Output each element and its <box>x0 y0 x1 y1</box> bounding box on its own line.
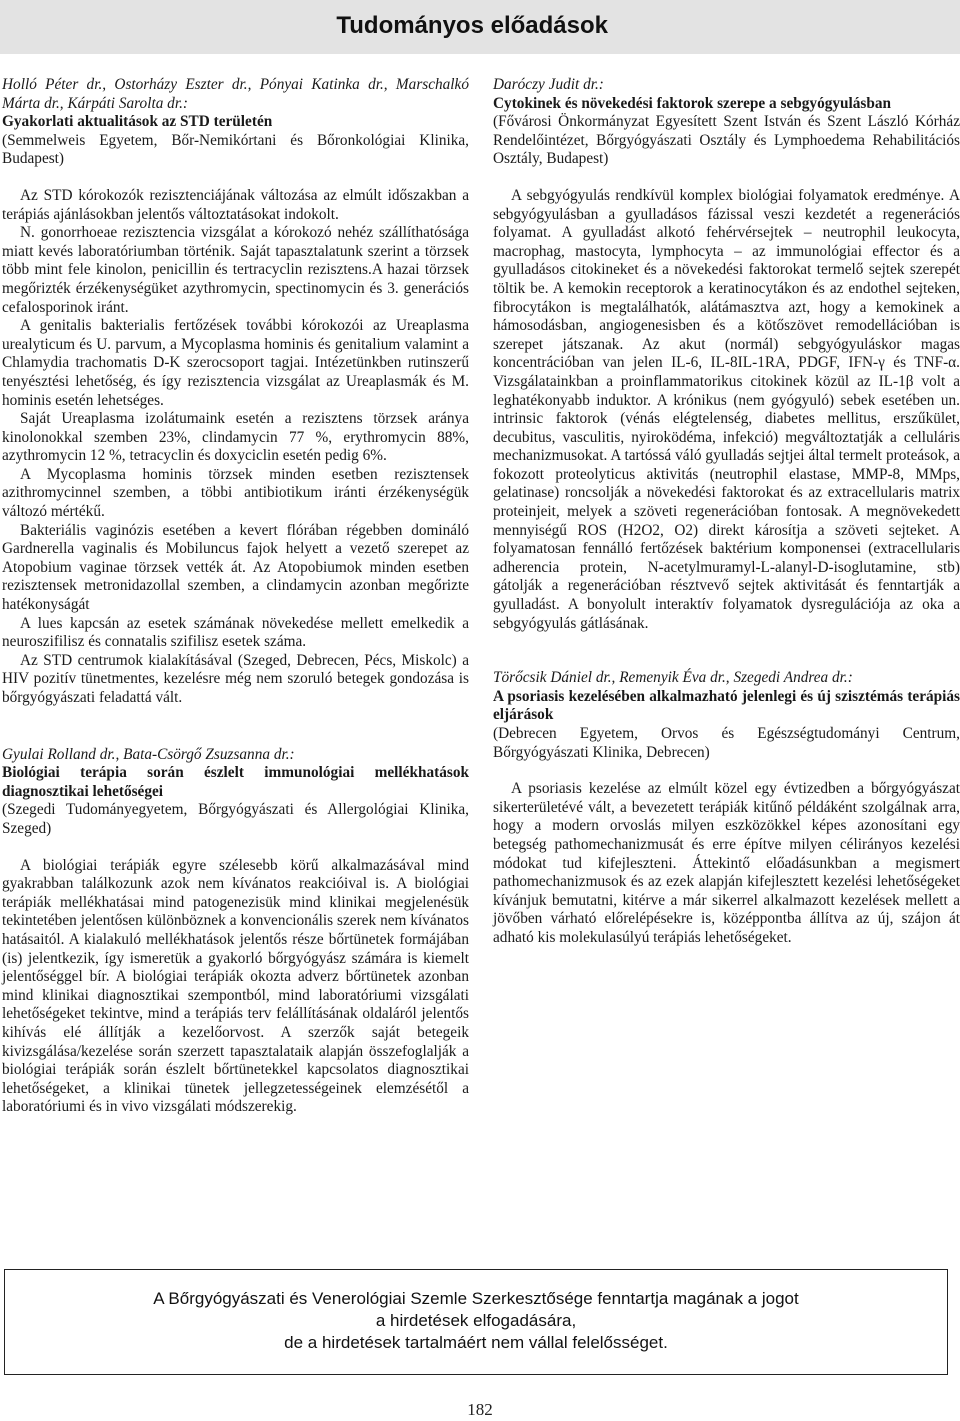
article-paragraph: A psoriasis kezelése az elmúlt közel egy évtizedben a bőrgyógyászat sikerterületévé vált, a bevezetett terápiák kitűnő példáként szolgálnak arra, hogy a modern orvoslás milyen eszközökkel képes azonosítani egy betegség pathomechanizmusát és erre építve milyen célirányos kezelési módokat tud kifejleszteni. Áttekintő előadásunkban a megismert pathomechanizmusok és az ezek alapján kifejlesztett kezelési lehetőségeket kívánjuk bemutatni, kitérve a már sikerrel alkalmazott kezelések mellett a jövőben várható előrelépésekre is, középpontba állítva az új, szájon át adható kis molekulasúlyú terápiás lehetőségeket. <box>493 780 960 946</box>
article-authors: Daróczy Judit dr.: <box>493 76 604 93</box>
left-column <box>2 76 469 1117</box>
right-column <box>493 76 960 948</box>
page-number: 182 <box>467 1400 493 1419</box>
article-paragraph: A biológiai terápiák egyre szélesebb körű alkalmazásával mind gyakrabban találkozunk azok nem kívánatos reakcióival is. A biológiai terápiák mellékhatásai mind patogenezisük mind klinikai megjelenésük tekintetében jelentősen különböznek a konvencionális szerek nem kívánatos hatásaitól. A kialakuló mellékhatások jelentős része bőrtünetek formájában (is) jelentkezik, így ismeretük a gyakorló bőrgyógyász számára is kiemelt jelentőséggel bír. A biológiai terápiák okozta adverz bőrtünetek azonban mind klinikai diagnosztikai szempontból, mind laboratóriumi vizsgálati lehetőségeket tekintve, mind a terápiás terv felállításának oldaláról jelentős kihívás elé állítják a kezelőorvost. A szerzők saját betegeik kivizsgálása/kezelése során szerzett tapasztalataik alapján összefoglalják a biológiai terápiák során észlelt bőrtünetekkel kapcsolatos diagnosztikai lehetőségeket, a klinikai tünetek jellegzetességeinek elemzésétől a laboratóriumi és in vivo vizsgálati módszerekig. <box>2 856 469 1116</box>
article-std <box>2 76 469 708</box>
article-affiliation: (Szegedi Tudományegyetem, Bőrgyógyászati és Allergológiai Klinika, Szeged) <box>2 801 469 837</box>
article-paragraph: Az STD kórokozók rezisztenciájának változása az elmúlt időszakban a terápiás ajánlásokban jelentős változtatásokat indokolt. <box>2 186 469 223</box>
article-title: A psoriasis kezelésében alkalmazható jelenlegi és új szisztémás terápiás eljárások <box>493 687 960 724</box>
article-paragraph: A Mycoplasma hominis törzsek minden esetben rezisztensek azithromycinnel szemben, a többi antibiotikum iránti érzékenységük változó mértékű. <box>2 465 469 521</box>
article-title: Cytokinek és növekedési faktorok szerepe a sebgyógyulásban <box>493 94 892 112</box>
article-title: Biológiai terápia során észlelt immunológiai mellékhatások diagnosztikai lehetőségei <box>2 764 469 800</box>
article-paragraph: Bakteriális vaginózis esetében a kevert flórában régebben domináló Gardnerella vaginalis és Mobiluncus fajok helyett a vezető szerepet az Atopobium vaginae törzsek vették át. Az Atopobiumok minden esetben rezisztensek metronidazollal szemben, a clindamycin azonban megőrizte hatékonyságát <box>2 521 469 614</box>
article-title: Gyakorlati aktualitások az STD területén <box>2 113 273 131</box>
section-header-bar <box>0 0 960 54</box>
article-authors: Törőcsik Dániel dr., Remenyik Éva dr., Szegedi Andrea dr.: <box>493 669 853 687</box>
article-wound-healing <box>493 76 960 633</box>
article-psoriasis <box>493 669 960 947</box>
article-paragraph: A sebgyógyulás rendkívül komplex biológiai folyamatok eredménye. A sebgyógyulásban a gyulladásos fázissal veszi kezdetét a regenerációs folyamat. A gyulladást alkotó fehérvérsejtek – neutrophil leukocyta, macrophag, mastocyta, lymphocyta – az immunológiai effector és a gyulladásos citokineket és a növekedési faktorokat termelő sejtek szerepét töltik be. A kemokin receptorok a keratinocytákon és az endothel sejteken, fibrocytákon is megtalálhatók, alátámasztva azt, hogy a kemokinek a hámosodásban, angiogenesisben és a kötőszövet remodellációban is szerepet játszanak. Az akut (normál) sebgyógyuláskor magas koncentrációban van jelen IL-6, IL-8IL-1RA, PDGF, IFN-γ és TNF-α. Vizsgálatainkban a proinflammatorikus citokinek közül az IL-1β volt a leghatékonyabb induktor. A krónikus (nem gyógyuló) sebek esetében un. intrinsic faktorok (vénás elégtelenség, diabetes mellitus, erszűkület, decubitus, vasculitis, nyiroködéma, infekció) megváltoztatják a celluláris mechanizmusokat. A tartóssá váló gyulladás sejtjei által termelt proteások, a fokozott proteolyticus aktivitás (neutrophil elastase, MMP-8, MMps, gelatinase) roncsolják a növekedési faktorokat és az extracellularis matrix proteinjeit, melyek a szöveti regenerációban fontosak. A megnövekedett mennyiségű ROS (H2O2, O2) direkt károsítja a szöveti sejteket. A folyamatosan fennálló fertőzések baktérium komponensei (extracellularis adherencia protein, N-acetylmuramyl-L-alanyl-D-isoglutamine, stb) gátolják a regenerációban résztvevő sejtek aktivitását és fenntartják a gyulladást. A bonyolult interaktív folyamatok dysregulációja az oka a sebgyógyulás gátlásának. <box>493 186 960 632</box>
article-authors: Gyulai Rolland dr., Bata-Csörgő Zsuzsanna dr.: <box>2 745 295 763</box>
editorial-notice-box <box>4 1269 948 1375</box>
article-paragraph: A genitalis bakterialis fertőzések további kórokozói az Ureaplasma urealyticum és U. parvum, a Mycoplasma hominis és genitalium valamint a Chlamydia trachomatis D-K szerocsoport tagjai. Intézetünkben rutinszerű tenyésztési lehetőség, és így rezisztencia vizsgálat az Ureaplasmák és M. hominis esetén lehetséges. <box>2 317 469 409</box>
article-paragraph: Saját Ureaplasma izolátumaink esetén a rezisztens törzsek aránya kinolonokkal szemben 23%, clindamycin 77 %, erythromycin 88%, azythromycin 12 %, tetracyclin és doxyciclin esetén pedig 6%. <box>2 410 469 465</box>
article-affiliation: (Debrecen Egyetem, Orvos és Egészségtudományi Centrum, Bőrgyógyászati Klinika, Debrecen) <box>493 725 960 761</box>
section-title: Tudományos előadások <box>336 12 608 39</box>
article-biologic-therapy <box>2 746 469 1117</box>
notice-line: de a hirdetések tartalmáért nem vállal felelősséget. <box>284 1333 668 1352</box>
article-affiliation: (Semmelweis Egyetem, Bőr-Nemikórtani és Bőronkológiai Klinika, Budapest) <box>2 131 469 168</box>
notice-line: a hirdetések elfogadására, <box>375 1311 577 1330</box>
article-authors: Holló Péter dr., Ostorházy Eszter dr., Pónyai Katinka dr., Marschalkó Márta dr., Kárpáti Sarolta dr.: <box>2 76 469 112</box>
article-affiliation: (Fővárosi Önkormányzat Egyesített Szent István és Szent László Kórház Rendelőintézet, Bőrgyógyászati Osztály és Lymphoedema Rehabilitációs Osztály, Budapest) <box>493 113 960 168</box>
article-paragraph: N. gonorrhoeae rezisztencia vizsgálat a kórokozó nehéz szállíthatósága miatt kevés laboratóriumban történik. Saját tapasztalatunk szerint a törzsek több mint fele kinolon, penicillin és tertracyclin rezisztens.A hazai törzsek megőrizték érzékenységüket azythromycin, spectinomycin és 3. generációs cefalosporinok iránt. <box>2 224 469 316</box>
article-paragraph: A lues kapcsán az esetek számának növekedése mellett emelkedik a neuroszifilisz és connatalis szifilisz esetek száma. <box>2 614 469 651</box>
article-paragraph: Az STD centrumok kialakításával (Szeged, Debrecen, Pécs, Miskolc) a HIV pozitív tünetmentes, kezelésre még nem szoruló betegek gondozása is bőrgyógyászati feladattá vált. <box>2 651 469 706</box>
notice-line: A Bőrgyógyászati és Venerológiai Szemle Szerkesztősége fenntartja magának a jogot <box>153 1289 799 1308</box>
